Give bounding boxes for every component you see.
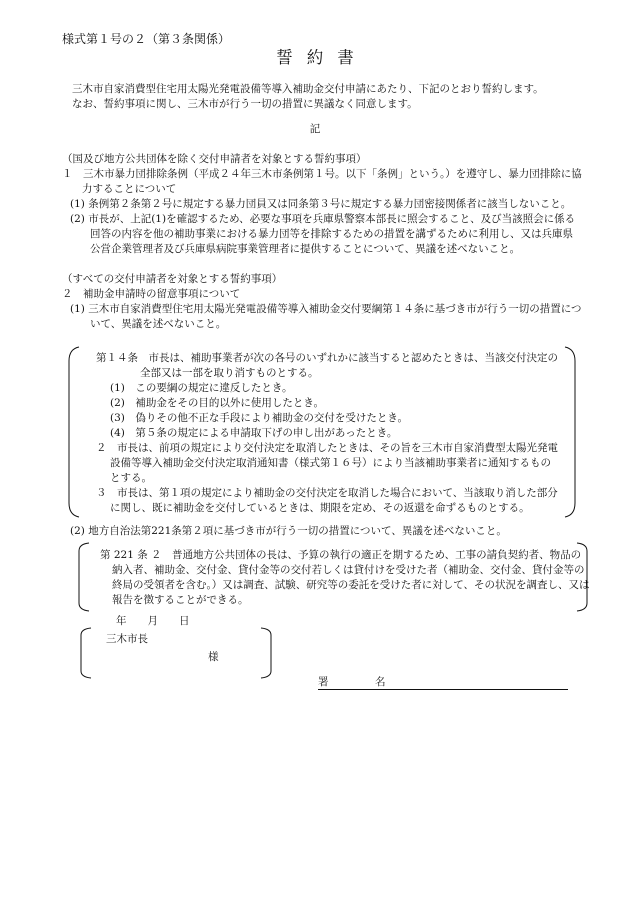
section-1-heading: （国及び地方公共団体を除く交付申請者を対象とする誓約事項） — [62, 153, 367, 165]
right-bracket-icon — [260, 628, 272, 678]
intro-line-2: なお、誓約事項に関し、三木市が行う一切の措置に異議なく同意します。 — [72, 98, 418, 110]
left-bracket-icon — [80, 628, 92, 678]
article-14-item-2: (2) 補助金をその目的以外に使用したとき。 — [110, 397, 324, 409]
left-bracket-icon — [78, 543, 90, 611]
article-14-item-4: (4) 第５条の規定による申請取下げの申し出があったとき。 — [110, 427, 398, 439]
right-bracket-icon — [564, 347, 576, 517]
section-1-item: １ 三木市暴力団排除条例（平成２４年三木市条例第１号。以下「条例」という。）を遵守し、暴力団排除に協力することについて — [62, 168, 582, 195]
form-number: 様式第１号の２（第３条関係） — [62, 32, 231, 46]
left-bracket-icon — [68, 347, 80, 517]
page-title: 誓約書 — [276, 48, 368, 67]
signature-label: 署 名 — [318, 676, 404, 688]
intro-paragraph — [62, 82, 582, 112]
article-14-quote-box — [68, 347, 576, 517]
article-221-text: 第 221 条 ２ 普通地方公共団体の長は、予算の執行の適正を期するため、工事の請負契約者、物品の納入者、補助金、交付金、貸付金等の交付若しくは貸付けを受けた者（補助金、交付金、貸付金等の終局の受領者を含む。）又は調査、試験、研究等の委託を受けた者に対して、その状況を調査し、又は報告を徴することができる。 — [100, 549, 590, 606]
article-14-text — [96, 351, 558, 516]
addressee-box — [80, 628, 272, 678]
date-line: 年 月 日 — [116, 615, 190, 627]
article-14-item-1: (1) この要綱の規定に違反したとき。 — [110, 382, 293, 394]
section-1 — [62, 152, 582, 332]
article-14-p3: ３ 市長は、第１項の規定により補助金の交付決定を取消した場合において、当該取り消した部分に関し、既に補助金を交付しているときは、期限を定め、その返還を命ずるものとする。 — [96, 487, 558, 514]
article-14-item-3: (3) 偽りその他不正な手段により補助金の交付を受けたとき。 — [110, 412, 408, 424]
section-2-item: ２ 補助金申請時の留意事項について — [62, 288, 241, 300]
section-1-sub-2: (2) 市長が、上記(1)を確認するため、必要な事項を兵庫県警察本部長に照会すること、及び当該照会に係る回答の内容を他の補助事業における暴力団等を排除するための措置を講ずるために利用し、又は兵庫県公営企業管理者及び兵庫県病院事業管理者に提供することについて、異議を述べないこと。 — [70, 213, 576, 255]
article-221-quote-box — [78, 543, 588, 611]
section-1-sub-1: (1) 条例第２条第２号に規定する暴力団員又は同条第３号に規定する暴力団密接関係者に該当しないこと。 — [70, 198, 572, 210]
ki-heading: 記 — [309, 123, 321, 135]
intro-line-1: 三木市自家消費型住宅用太陽光発電設備等導入補助金交付申請にあたり、下記のとおり誓約します。 — [72, 83, 544, 95]
article-14-p2: ２ 市長は、前項の規定により交付決定を取消したときは、その旨を三木市自家消費型太陽光発電設備等導入補助金交付決定取消通知書（様式第１６号）により当該補助事業者に通知するものとする。 — [96, 442, 558, 484]
addressee: 三木市長 — [106, 633, 148, 645]
signature-line[interactable] — [318, 675, 568, 690]
section-2-sub-2: (2) 地方自治法第221条第２項に基づき市が行う一切の措置について、異議を述べないこと。 — [70, 525, 507, 537]
section-2-heading: （すべての交付申請者を対象とする誓約事項） — [62, 273, 283, 285]
section-2-sub-1: (1) 三木市自家消費型住宅用太陽光発電設備等導入補助金交付要綱第１４条に基づき市が行う一切の措置について、異議を述べないこと。 — [70, 303, 582, 330]
article-14-p1: 第１４条 市長は、補助事業者が次の各号のいずれかに該当すると認めたときは、当該交付決定の全部又は一部を取り消すものとする。 — [96, 352, 558, 379]
sama-honorific: 様 — [208, 651, 219, 663]
